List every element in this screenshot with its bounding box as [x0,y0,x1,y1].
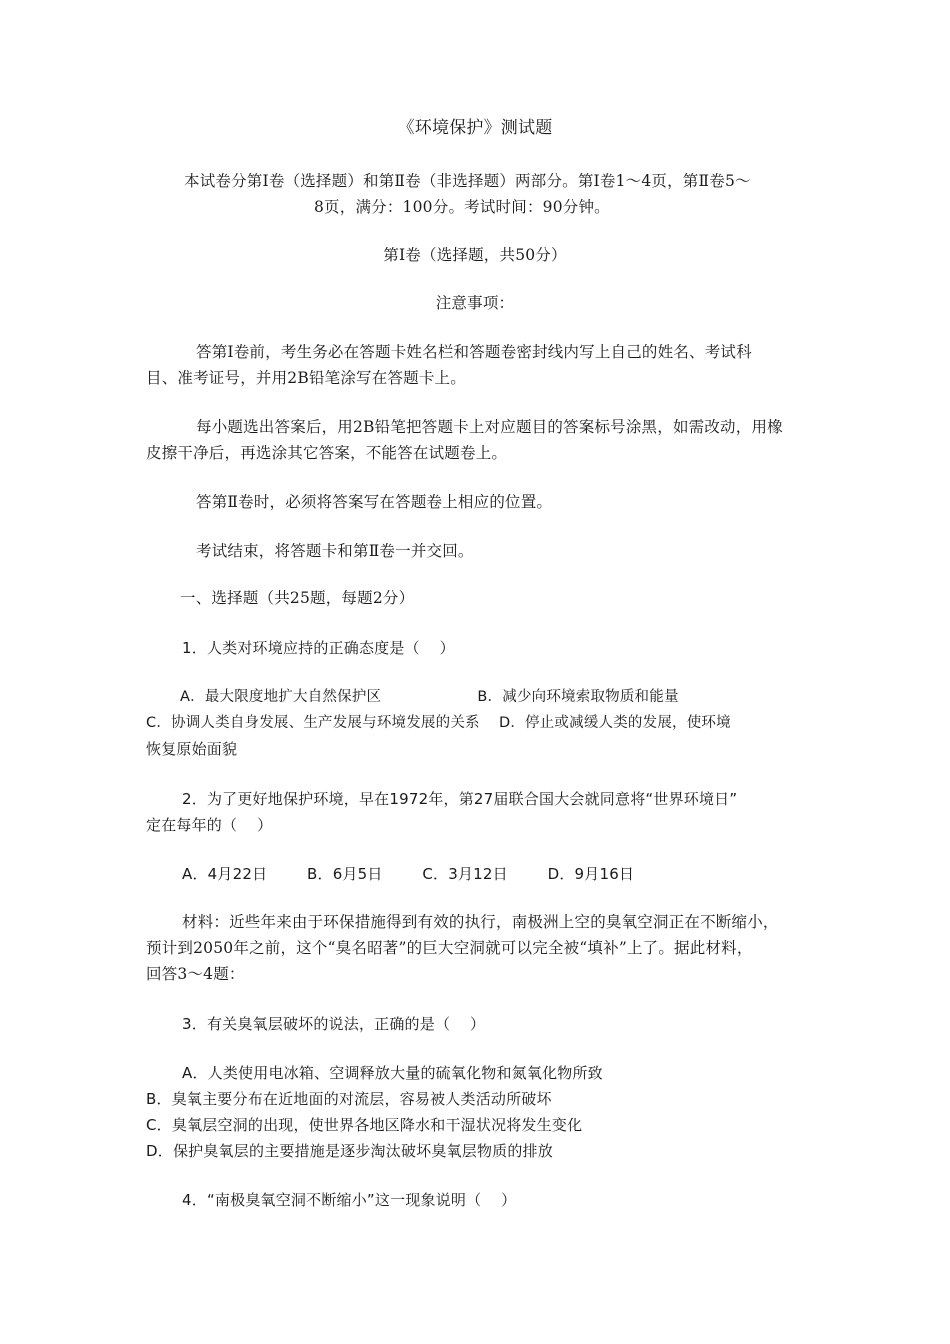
notice-heading: 注意事项： [435,294,515,312]
question-4-stem: 4．“南极臭氧空洞不断缩小”这一现象说明（ ） [182,1191,517,1209]
question-1-options-line-2: C．协调人类自身发展、生产发展与环境发展的关系 D．停止或减缓人类的发展，使环境 [146,715,731,731]
question-1-options-line-1: A．最大限度地扩大自然保护区 B．减少向环境索取物质和能量 [180,689,679,705]
notice-item-1-line-2: 目、准考证号，并用2B铅笔涂写在答题卡上。 [146,369,466,387]
notice-item-3: 答第Ⅱ卷时，必须将答案写在答题卷上相应的位置。 [196,493,553,511]
notice-item-4: 考试结束，将答题卡和第Ⅱ卷一并交回。 [196,542,474,560]
question-3-option-c: C．臭氧层空洞的出现，使世界各地区降水和干湿状况将发生变化 [146,1116,583,1134]
material-line-3: 回答3～4题： [146,965,245,983]
intro-line-1: 本试卷分第Ⅰ卷（选择题）和第Ⅱ卷（非选择题）两部分。第Ⅰ卷1～4页，第Ⅱ卷5～ [184,172,751,190]
question-2-options: A．4月22日 B．6月5日 C．3月12日 D．9月16日 [182,865,635,883]
notice-item-2-line-1: 每小题选出答案后，用2B铅笔把答题卡上对应题目的答案标号涂黑，如需改动，用橡 [196,418,783,436]
section1-heading: 一、选择题（共25题，每题2分） [180,589,415,607]
notice-item-1-line-1: 答第Ⅰ卷前，考生务必在答题卡姓名栏和答题卷密封线内写上自己的姓名、考试科 [196,343,752,361]
intro-line-2: 8页，满分：100分。考试时间：90分钟。 [314,198,610,216]
document-title: 《环境保护》测试题 [397,118,553,138]
question-1-stem: 1．人类对环境应持的正确态度是（ ） [182,639,455,657]
material-line-2: 预计到2050年之前，这个“臭名昭著”的巨大空洞就可以完全被“填补”上了。据此材料， [146,939,753,957]
question-2-stem-line-1: 2．为了更好地保护环境，早在1972年，第27届联合国大会就同意将“世界环境日” [182,790,738,808]
part1-heading: 第Ⅰ卷（选择题，共50分） [383,246,567,264]
material-line-1: 材料：近些年来由于环保措施得到有效的执行，南极洲上空的臭氧空洞正在不断缩小， [182,913,779,931]
notice-item-2-line-2: 皮擦干净后，再选涂其它答案，不能答在试题卷上。 [146,444,508,462]
question-3-option-d: D．保护臭氧层的主要措施是逐步淘汰破坏臭氧层物质的排放 [146,1142,553,1160]
question-3-stem: 3．有关臭氧层破坏的说法，正确的是（ ） [182,1015,486,1033]
question-3-option-a: A．人类使用电冰箱、空调释放大量的硫氧化物和氮氧化物所致 [182,1064,603,1082]
question-3-option-b: B．臭氧主要分布在近地面的对流层，容易被人类活动所破坏 [146,1090,552,1108]
question-1-options-line-3: 恢复原始面貌 [146,740,238,758]
question-2-stem-line-2: 定在每年的（ ） [146,816,273,834]
